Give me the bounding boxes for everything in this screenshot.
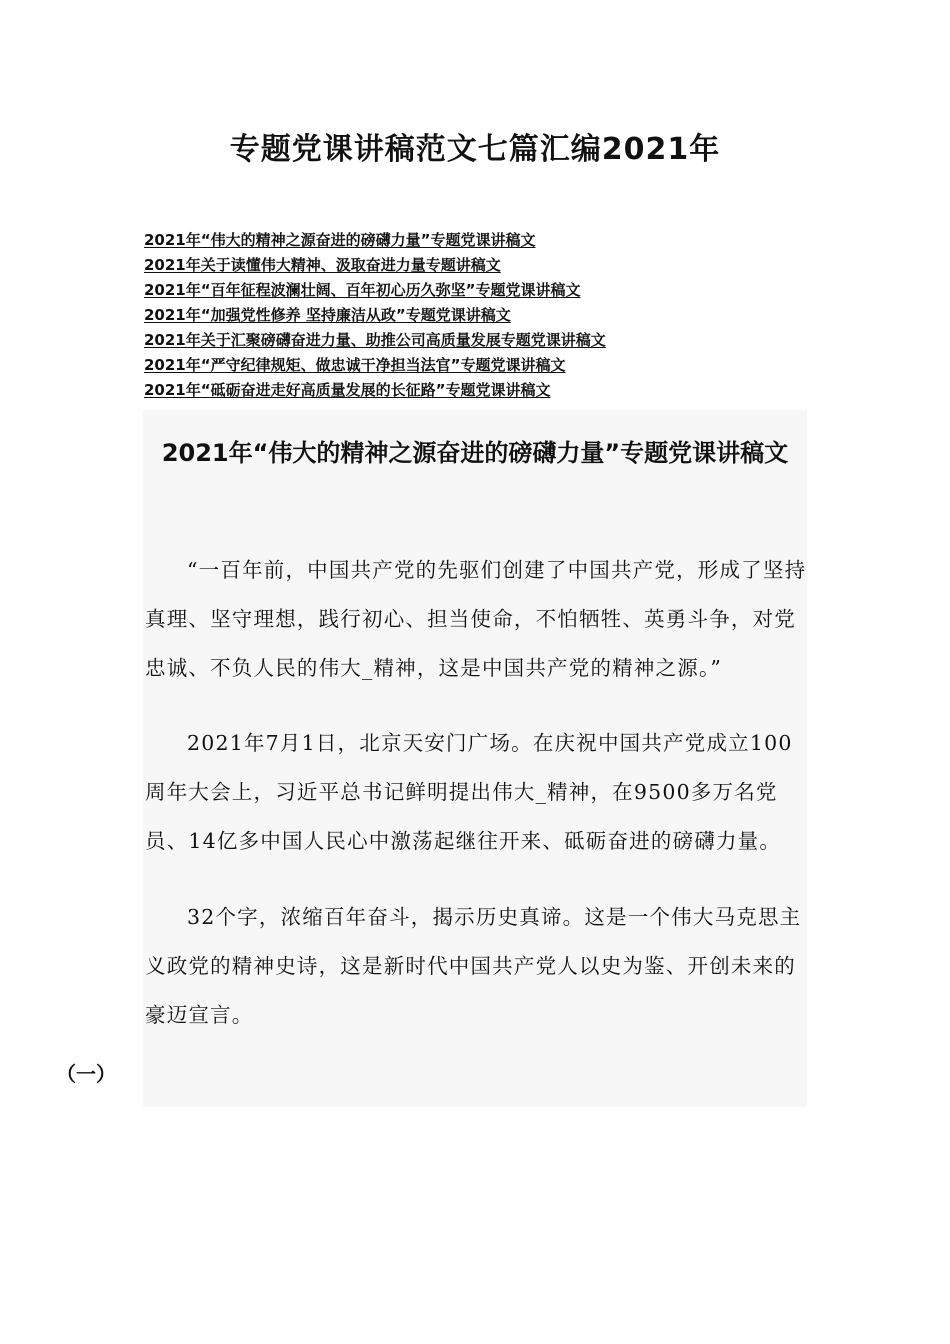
article-section <box>143 410 807 1107</box>
toc-link-6[interactable]: 2021年“严守纪律规矩、做忠诚干净担当法官”专题党课讲稿文 <box>144 356 566 374</box>
toc-link-1[interactable]: 2021年“伟大的精神之源奋进的磅礴力量”专题党课讲稿文 <box>144 231 536 249</box>
article-paragraph-2: 2021年7月1日，北京天安门广场。在庆祝中国共产党成立100周年大会上，习近平总书记鲜明提出伟大_精神，在9500多万名党员、14亿多中国人民心中激荡起继往开来、砥砺奋进的磅礴力量。 <box>145 731 793 853</box>
toc-link-2[interactable]: 2021年关于读懂伟大精神、汲取奋进力量专题讲稿文 <box>144 256 501 274</box>
table-of-contents <box>144 228 824 403</box>
document-title: 专题党课讲稿范文七篇汇编2021年 <box>229 132 721 167</box>
toc-link-4[interactable]: 2021年“加强党性修养 坚持廉洁从政”专题党课讲稿文 <box>144 306 511 324</box>
article-title: 2021年“伟大的精神之源奋进的磅礴力量”专题党课讲稿文 <box>161 439 789 467</box>
toc-link-7[interactable]: 2021年“砥砺奋进走好高质量发展的长征路”专题党课讲稿文 <box>144 381 551 399</box>
toc-link-3[interactable]: 2021年“百年征程波澜壮阔、百年初心历久弥坚”专题党课讲稿文 <box>144 281 581 299</box>
article-paragraph-1: “一百年前，中国共产党的先驱们创建了中国共产党，形成了坚持真理、坚守理想，践行初心、担当使命，不怕牺牲、英勇斗争，对党忠诚、不负人民的伟大_精神，这是中国共产党的精神之源。” <box>145 558 807 680</box>
toc-link-5[interactable]: 2021年关于汇聚磅礴奋进力量、助推公司高质量发展专题党课讲稿文 <box>144 331 606 349</box>
section-heading: （一） <box>56 1062 116 1086</box>
article-paragraph-3: 32个字，浓缩百年奋斗，揭示历史真谛。这是一个伟大马克思主义政党的精神史诗，这是新时代中国共产党人以史为鉴、开创未来的豪迈宣言。 <box>145 905 802 1027</box>
